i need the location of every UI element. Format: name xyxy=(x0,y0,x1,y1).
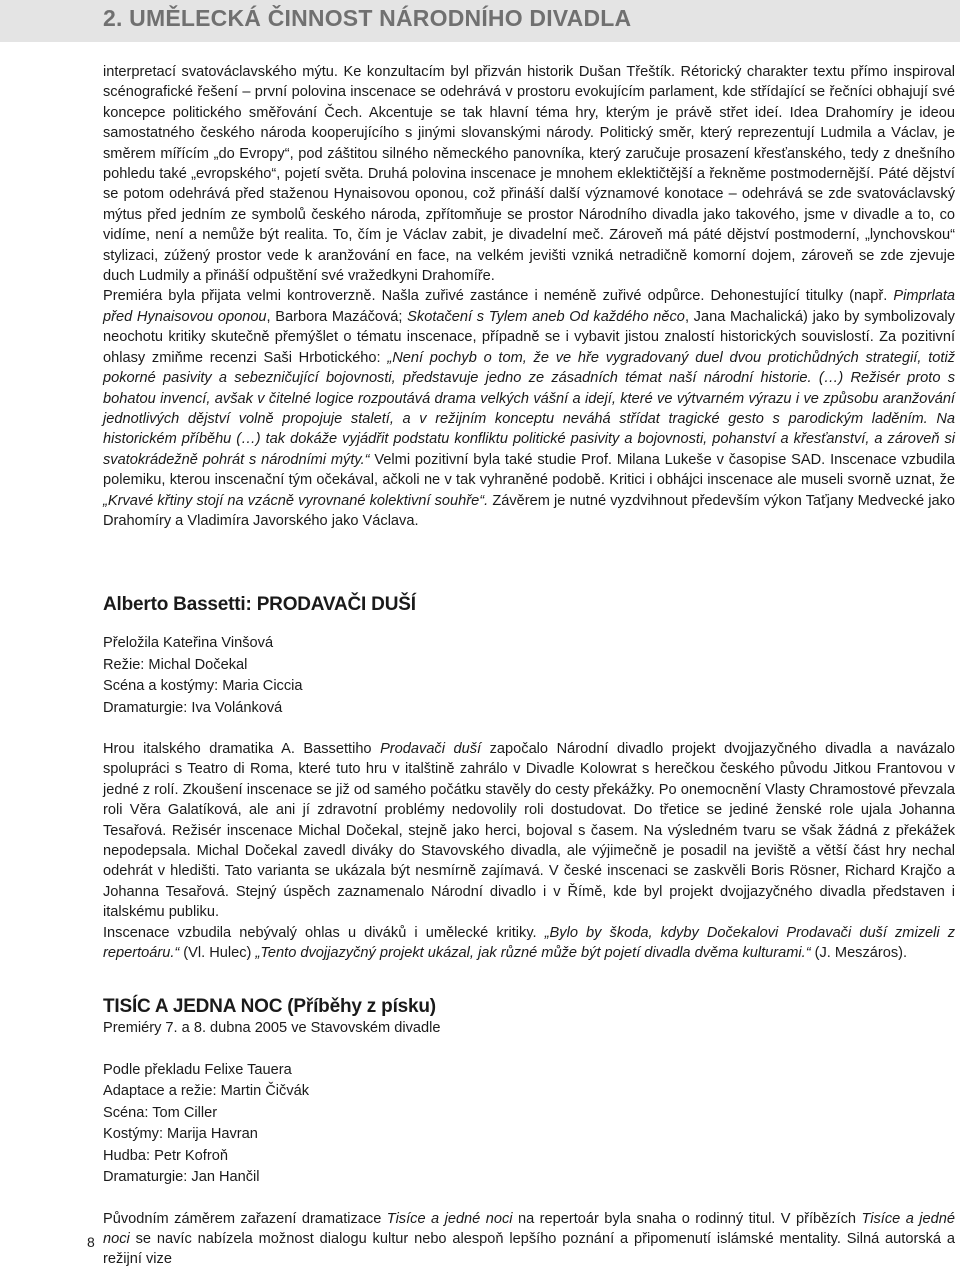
italic-quote: Tisíce a jedné noci xyxy=(103,1210,955,1247)
credit-line: Podle překladu Felixe Tauera xyxy=(103,1061,292,1078)
section-tisic-a-jedna-noc xyxy=(103,996,955,1270)
paragraph xyxy=(103,739,955,923)
italic-quote: Skotačení s Tylem aneb Od každého něco xyxy=(407,308,685,325)
text-run: Premiéra byla přijata velmi kontroverzně. Našla zuřivé zastánce i neméně zuřivé odpůrce. Dehonestující titulky (např. xyxy=(103,288,894,305)
credit-line: Dramaturgie: Jan Hančil xyxy=(103,1169,260,1185)
credit-line: Scéna: Tom Ciller xyxy=(103,1104,218,1121)
section-svatovaclavsky-text xyxy=(103,62,955,531)
paragraph xyxy=(103,923,955,964)
italic-quote: „Tento dvojjazyčný projekt ukázal, jak různé může být pojetí divadla dvěma kulturami.“ xyxy=(255,945,811,962)
credits-list xyxy=(103,1060,955,1189)
italic-quote: „Bylo by škoda, kdyby Dočekalovi Prodavači duší zmizeli z repertoáru.“ xyxy=(103,924,955,962)
credit-line: Přeložila Kateřina Vinšová xyxy=(103,635,274,651)
section-heading: TISÍC A JEDNA NOC (Příběhy z písku) xyxy=(103,996,436,1017)
chapter-title: 2. UMĚLECKÁ ČINNOST NÁRODNÍHO DIVADLA xyxy=(103,5,632,31)
paragraph xyxy=(103,62,955,286)
credit-line: Scéna a kostýmy: Maria Ciccia xyxy=(103,678,303,694)
credit-line: Hudba: Petr Kofroň xyxy=(103,1147,228,1164)
credit-line: Režie: Michal Dočekal xyxy=(103,656,248,673)
italic-quote: Tisíce a jedné noci xyxy=(386,1210,513,1227)
text-run: se navíc nabízela možnost dialogu kultur nebo alespoň lepšího poznání a připomenutí islámské mentality. Silná autorská a režijní vize xyxy=(103,1230,955,1268)
text-run: (Vl. Hulec) xyxy=(179,945,256,962)
section-prodavaci-dusi xyxy=(103,594,955,963)
paragraph xyxy=(103,286,955,531)
text-run: Velmi pozitivní byla také studie Prof. Milana Lukeše v časopise SAD. Inscenace vzbudila polemiku, kterou inscenační tým očekával, ačkoli ne v tak vyhraněné podobě. Kritici i obhájci inscenace ale museli svorně uznat, že xyxy=(103,451,955,489)
text-run: interpretací svatováclavského mýtu. Ke konzultacím byl přizván historik Dušan Třeštík. Rétorický charakter textu přímo inspiroval scénografické řešení – první polovina inscenace se odehrává v prostoru evokujícím parlament, kde střídající se řečníci obhajují své koncepce politického směřování Čech. Akcentuje se tak hlavní téma hry, kterým je právě střet ideí. Idea Drahomíry je ideou samostatného českého národa kooperujícího s jinými slovanskými národy. Politický směr, který reprezentují Ludmila a Václav, je směrem mířícím „do Evropy“, pod záštitou silného německého panovníka, který zaručuje prosazení křesťanského, tedy z dnešního pohledu také „evropského“, pojetí světa. Druhá polovina inscenace je mnohem eklektičtější a řekněme postmodernější. Páté dějství se potom odehrává před staženou Hynaisovou oponou, což přináší další významové konotace – odehrává se zde svatováclavský mýtus před jedním ze symbolů českého národa, zpřítomňuje se prostor Národního divadla jako takového, jsme v divadle a to, co vidíme, není a nemůže být realita. To, čím je Václav zabit, je divadelní meč. Zároveň má páté dějství postmoderní, „lynchovskou“ stylizaci, zúžený prostor vede k aranžování en face, na velkém jevišti vzniká netradičně komorní dojem, zároveň se zde zjevuje duch Ludmily a přináší odpuštění své vražedkyni Drahomíře. xyxy=(103,64,955,285)
paragraph xyxy=(103,1209,955,1270)
text-run: Hrou italského dramatika A. Bassettiho xyxy=(103,741,381,757)
text-run: Závěrem je nutné vyzdvihnout především výkon Taťjany Medvecké jako Drahomíry a Vladimíra Javorského jako Václava. xyxy=(103,492,956,529)
credit-line: Kostýmy: Marija Havran xyxy=(103,1126,258,1142)
text-run: na repertoár byla snaha o rodinný titul. V příbězích xyxy=(512,1210,862,1227)
page-number: 8 xyxy=(87,1234,95,1250)
italic-quote: Pimprlata před Hynaisovou oponou xyxy=(103,288,955,325)
credit-line: Adaptace a režie: Martin Čičvák xyxy=(103,1083,310,1099)
italic-quote: Prodavači duší xyxy=(380,741,482,757)
text-run: , Jana Machalická) jako by symbolizovaly neochotu kritiky skutečně přemýšlet o tématu inscenace, případně se i vybavit jistou znalostí historických souvislostí. Za pozitivní ohlasy zmiňme recenzi Saši Hrbotického: xyxy=(103,308,955,366)
text-run: Původním záměrem zařazení dramatizace xyxy=(103,1210,387,1227)
italic-quote: „Není pochyb o tom, že ve hře vygradovaný duel dvou protichůdných strategií, totiž pokorné pasivity a sebezničující bojovnosti, představuje jedno ze zásadních témat naší národní historie. (…) Režisér proto s bohatou invencí, avšak v čitelné logice rozpoutává drama velkých vášní a idejí, které ve výtvarném výrazu i ve způsobu aranžování jednotlivých dějství volně propojuje staletí, a v režijním konceptu neváhá střídat tragické gesto s parodickým laděním. Na historickém příběhu (…) tak dokáže vyjádřit podstatu konfliktu politické pasivity a bojovnosti, pohanství a křesťanství, a zároveň si svatokrádežně pohrát s národními mýty.“ xyxy=(103,349,955,468)
text-run: , Barbora Mazáčová; xyxy=(266,308,408,325)
text-run: započalo Národní divadlo projekt dvojjazyčného divadla a navázalo spolupráci s Teatro di Roma, které tuto hru v italštině zahrálo v Divadle Kolowrat s herečkou českého původu Jitkou Frantovou v jedné z rolí. Zkoušení inscenace se již od samého počátku stavěly do cesty překážky. Po onemocnění Vlasty Chramostové převzala roli Věra Galatíková, ale ani jí zdravotní problémy nedovolily roli dostudovat. Do třetice se jediné ženské role ujala Johanna Tesařová. Režisér inscenace Michal Dočekal, stejně jako herci, bojoval s časem. Na výsledném tvaru se však žádná z překážek nepodepsala. Michal Dočekal zavedl diváky do Stavovského divadla, ale výjimečně je posadil na jeviště a větší část hry nechal odehrát v hledišti. Tato varianta se ukázala být nesmírně zajímavá. V české inscenaci se zaskvěli Boris Rösner, Richard Krajčo a Johanna Tesařová. Stejný úspěch zaznamenalo Národní divadlo i v Římě, kde byl projekt dvojjazyčného divadla představen i italskému publiku. xyxy=(103,741,955,921)
text-run: (J. Meszáros). xyxy=(810,945,908,962)
italic-quote: „Krvavé křtiny stojí na vzácně vyrovnané kolektivní souhře“. xyxy=(103,492,489,509)
premiere-line: Premiéry 7. a 8. dubna 2005 ve Stavovském divadle xyxy=(103,1020,441,1036)
text-run: Inscenace vzbudila nebývalý ohlas u diváků i umělecké kritiky. xyxy=(103,924,545,941)
section-heading: Alberto Bassetti: PRODAVAČI DUŠÍ xyxy=(103,594,416,615)
credits-list xyxy=(103,633,955,719)
credit-line: Dramaturgie: Iva Volánková xyxy=(103,699,283,716)
